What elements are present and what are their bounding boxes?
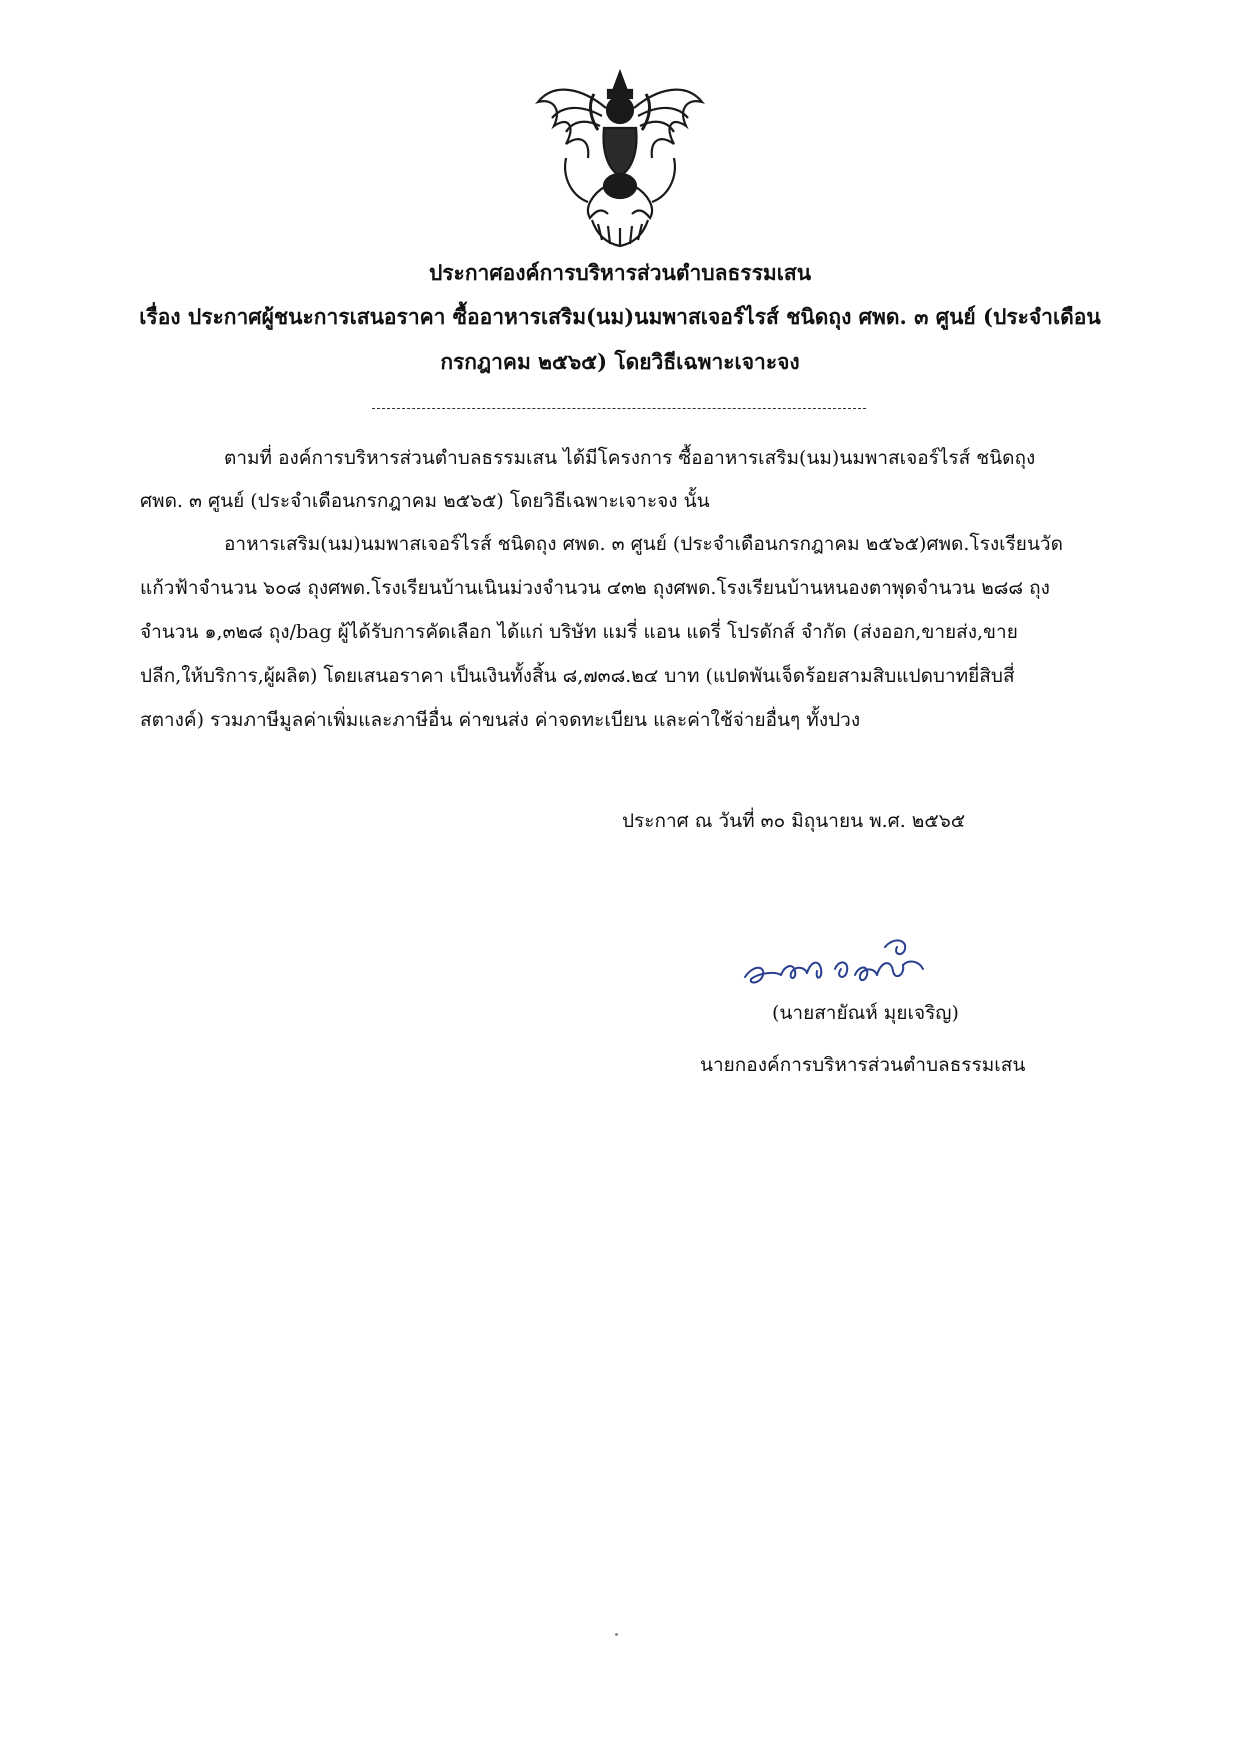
announcement-title: ประกาศองค์การบริหารส่วนตำบลธรรมเสน: [428, 260, 812, 285]
handwritten-signature: [735, 925, 965, 1000]
body-line: ปลีก,ให้บริการ,ผู้ผลิต) โดยเสนอราคา เป็นเงินทั้งสิ้น ๘,๗๓๘.๒๔ บาท (แปดพันเจ็ดร้อยสามสิบแปดบาทยี่สิบสี่: [140, 665, 1015, 687]
body-line: อาหารเสริม(นม)นมพาสเจอร์ไรส์ ชนิดถุง ศพด. ๓ ศูนย์ (ประจำเดือนกรกฎาคม ๒๕๖๕)ศพด.โรงเรียนวัด: [224, 533, 1063, 555]
signer-name: (นายสายัณห์ มุยเจริญ): [772, 1002, 959, 1024]
subject-line-1: เรื่อง ประกาศผู้ชนะการเสนอราคา ซื้ออาหารเสริม(นม)นมพาสเจอร์ไรส์ ชนิดถุง ศพด. ๓ ศูนย์ (ประจำเดือน: [139, 304, 1101, 329]
signer-position: นายกองค์การบริหารส่วนตำบลธรรมเสน: [700, 1054, 1026, 1076]
garuda-emblem-icon: [532, 68, 708, 248]
body-line: สตางค์) รวมภาษีมูลค่าเพิ่มและภาษีอื่น ค่าขนส่ง ค่าจดทะเบียน และค่าใช้จ่ายอื่นๆ ทั้งปวง: [140, 709, 861, 731]
body-line: แก้วฟ้าจำนวน ๖๐๘ ถุงศพด.โรงเรียนบ้านเนินม่วงจำนวน ๔๓๒ ถุงศพด.โรงเรียนบ้านหนองตาพุดจำนวน ๒๘๘ ถุง: [140, 577, 1050, 599]
body-line: ตามที่ องค์การบริหารส่วนตำบลธรรมเสน ได้มีโครงการ ซื้ออาหารเสริม(นม)นมพาสเจอร์ไรส์ ชนิดถุง: [224, 447, 1036, 469]
body-line: ศพด. ๓ ศูนย์ (ประจำเดือนกรกฎาคม ๒๕๖๕) โดยวิธีเฉพาะเจาะจง นั้น: [140, 490, 710, 512]
divider: [372, 408, 866, 409]
page-mark: [615, 1633, 618, 1636]
body-line: จำนวน ๑,๓๒๘ ถุง/bag ผู้ได้รับการคัดเลือก ได้แก่ บริษัท แมรี่ แอน แดรี่ โปรดักส์ จำกัด (ส่งออก,ขายส่ง,ขาย: [140, 621, 1018, 643]
announcement-date: ประกาศ ณ วันที่ ๓๐ มิถุนายน พ.ศ. ๒๕๖๕: [622, 810, 966, 832]
subject-line-2: กรกฎาคม ๒๕๖๕) โดยวิธีเฉพาะเจาะจง: [440, 349, 800, 374]
